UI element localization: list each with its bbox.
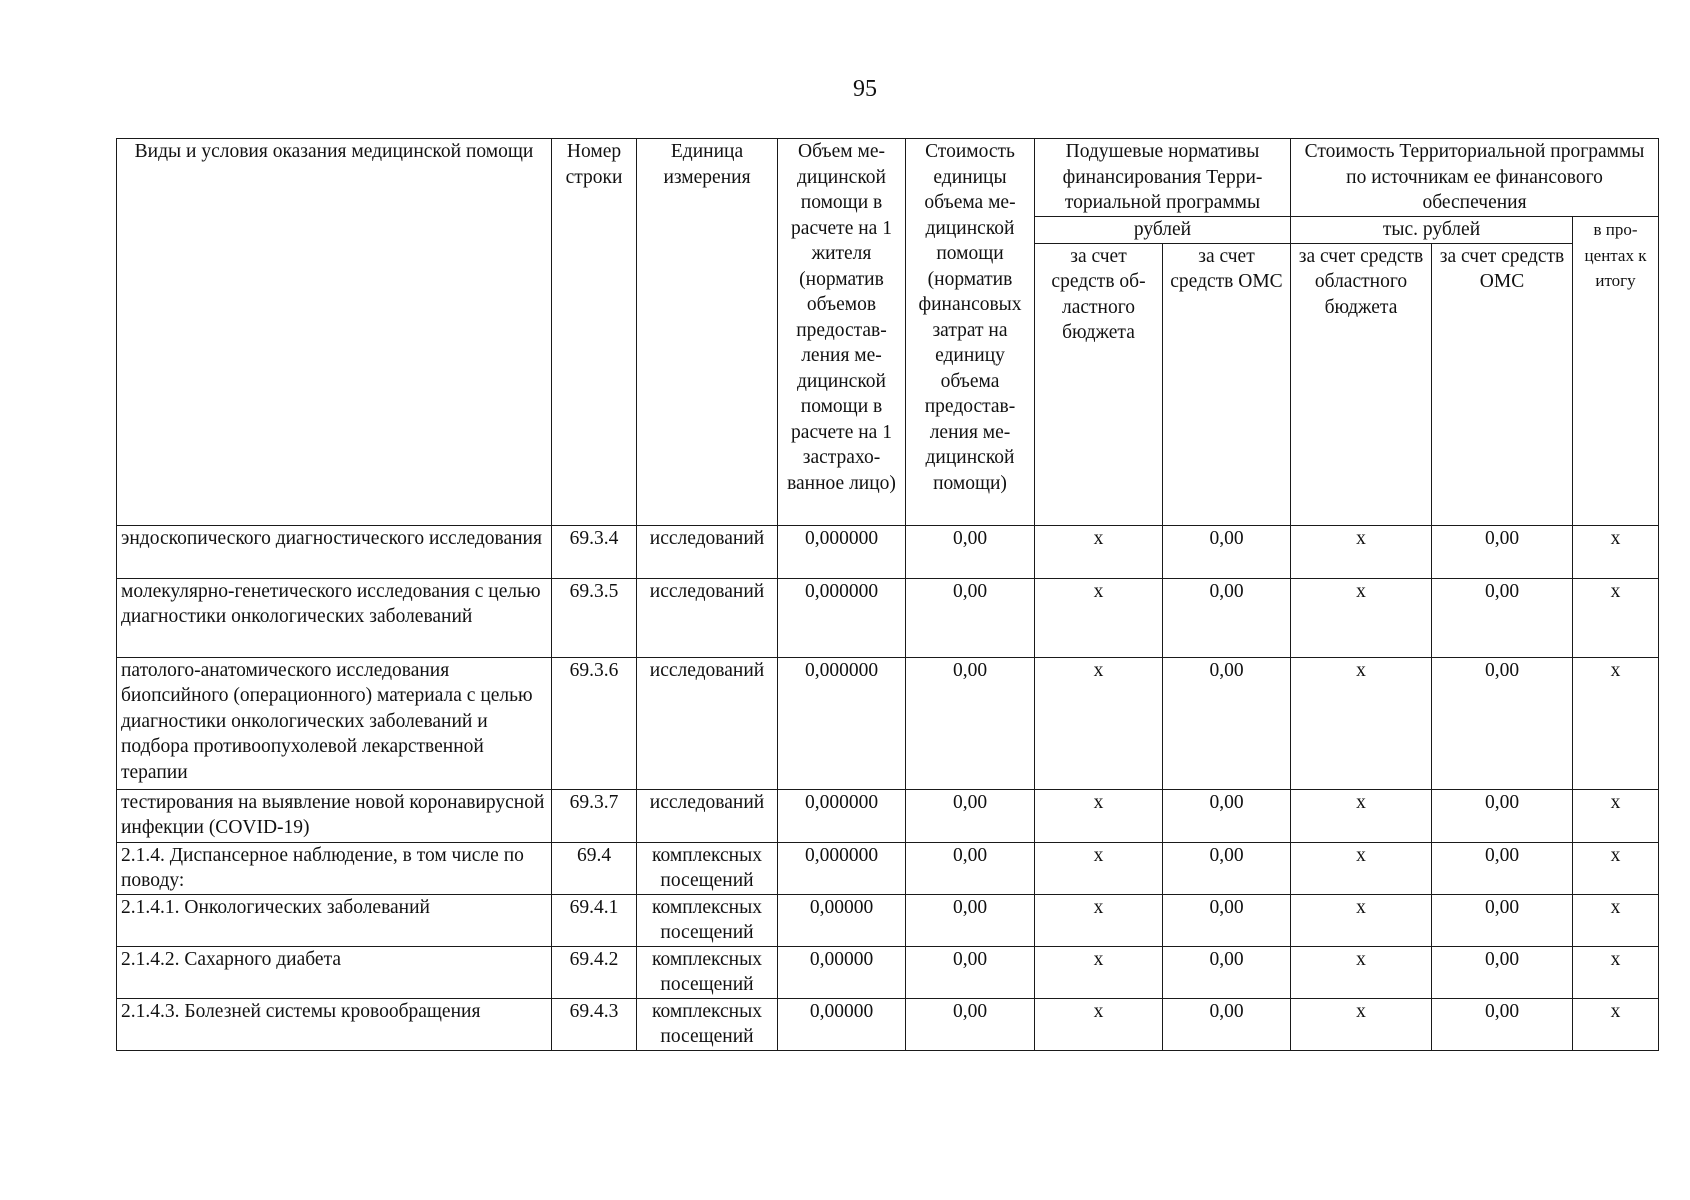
row-pc-budget: х (1035, 998, 1163, 1050)
financing-table (116, 138, 1659, 1051)
row-pr-budget: х (1291, 946, 1432, 998)
header-cost: Стоимость единицы объема медицинской помощи (норматив финансовых затрат на единицу объема предоставления медицинской помощи) (906, 139, 1035, 526)
row-name: молекулярно-генетического исследования с целью диагностики онкологических заболеваний (117, 578, 552, 657)
row-cost: 0,00 (906, 998, 1035, 1050)
row-pc-budget: х (1035, 789, 1163, 842)
row-cost: 0,00 (906, 657, 1035, 789)
row-number: 69.3.7 (552, 789, 637, 842)
row-pr-oms: 0,00 (1432, 842, 1573, 894)
row-pr-oms: 0,00 (1432, 946, 1573, 998)
table-row (117, 998, 1659, 1050)
row-pct: х (1573, 998, 1659, 1050)
row-cost: 0,00 (906, 578, 1035, 657)
row-pct: х (1573, 946, 1659, 998)
row-cost: 0,00 (906, 842, 1035, 894)
header-row-no: Номер строки (552, 139, 637, 526)
row-name: 2.1.4. Диспансерное наблюдение, в том числе по поводу: (117, 842, 552, 894)
row-volume: 0,000000 (778, 525, 906, 578)
header-rub: рублей (1035, 217, 1291, 244)
row-cost: 0,00 (906, 894, 1035, 946)
row-pct: х (1573, 789, 1659, 842)
row-pr-budget: х (1291, 789, 1432, 842)
row-pr-budget: х (1291, 525, 1432, 578)
row-number: 69.3.4 (552, 525, 637, 578)
row-pc-oms: 0,00 (1163, 789, 1291, 842)
row-pc-oms: 0,00 (1163, 842, 1291, 894)
row-pc-budget: х (1035, 525, 1163, 578)
row-pct: х (1573, 894, 1659, 946)
row-unit: исследований (637, 525, 778, 578)
row-pct: х (1573, 657, 1659, 789)
header-percent (1573, 217, 1659, 526)
header-thous-rub: тыс. рублей (1291, 217, 1573, 244)
row-volume: 0,000000 (778, 578, 906, 657)
row-pr-oms: 0,00 (1432, 789, 1573, 842)
header-program-cost: Стоимость Территориальной программы по источникам ее финансового обеспечения (1291, 139, 1659, 217)
table-row (117, 578, 1659, 657)
row-unit: комплексных посещений (637, 998, 778, 1050)
row-unit: исследований (637, 789, 778, 842)
row-unit: исследований (637, 578, 778, 657)
row-volume: 0,000000 (778, 789, 906, 842)
header-per-capita: Подушевые нормативы финансирования Территориальной программы (1035, 139, 1291, 217)
table-row (117, 842, 1659, 894)
row-pct: х (1573, 578, 1659, 657)
row-volume: 0,00000 (778, 946, 906, 998)
row-number: 69.3.5 (552, 578, 637, 657)
table-row (117, 789, 1659, 842)
row-unit: исследований (637, 657, 778, 789)
row-name: тестирования на выявление новой коронавирусной инфекции (COVID-19) (117, 789, 552, 842)
header-regional-budget-1: за счет средств областного бюджета (1035, 243, 1163, 525)
row-name: 2.1.4.1. Онкологических заболеваний (117, 894, 552, 946)
row-unit: комплексных посещений (637, 842, 778, 894)
row-name: 2.1.4.2. Сахарного диабета (117, 946, 552, 998)
row-pr-oms: 0,00 (1432, 525, 1573, 578)
row-volume: 0,00000 (778, 894, 906, 946)
row-pr-budget: х (1291, 998, 1432, 1050)
table-row (117, 946, 1659, 998)
header-regional-budget-2: за счет средств областного бюджета (1291, 243, 1432, 525)
header-kind: Виды и условия оказания медицинской помощи (117, 139, 552, 526)
row-pc-oms: 0,00 (1163, 946, 1291, 998)
row-pc-budget: х (1035, 946, 1163, 998)
row-name: эндоскопического диагностического исследования (117, 525, 552, 578)
row-cost: 0,00 (906, 789, 1035, 842)
table-row (117, 894, 1659, 946)
header-oms-1: за счет средств ОМС (1163, 243, 1291, 525)
row-pr-budget: х (1291, 657, 1432, 789)
page-number: 95 (853, 76, 877, 102)
row-pc-budget: х (1035, 578, 1163, 657)
row-pc-oms: 0,00 (1163, 998, 1291, 1050)
row-number: 69.3.6 (552, 657, 637, 789)
row-pct: х (1573, 842, 1659, 894)
row-pc-oms: 0,00 (1163, 657, 1291, 789)
row-pr-oms: 0,00 (1432, 657, 1573, 789)
header-percent-text: в процентах к итогу (1584, 220, 1647, 290)
header-oms-2: за счет средств ОМС (1432, 243, 1573, 525)
row-number: 69.4.2 (552, 946, 637, 998)
row-pc-oms: 0,00 (1163, 525, 1291, 578)
row-name: 2.1.4.3. Болезней системы кровообращения (117, 998, 552, 1050)
row-pct: х (1573, 525, 1659, 578)
row-pr-oms: 0,00 (1432, 578, 1573, 657)
row-unit: комплексных посещений (637, 946, 778, 998)
row-cost: 0,00 (906, 525, 1035, 578)
row-number: 69.4.3 (552, 998, 637, 1050)
row-pc-budget: х (1035, 842, 1163, 894)
row-volume: 0,000000 (778, 657, 906, 789)
row-pc-budget: х (1035, 894, 1163, 946)
row-cost: 0,00 (906, 946, 1035, 998)
row-pc-oms: 0,00 (1163, 894, 1291, 946)
table-row (117, 657, 1659, 789)
row-pc-oms: 0,00 (1163, 578, 1291, 657)
row-volume: 0,000000 (778, 842, 906, 894)
row-name: патолого-анатомического исследования биопсийного (операционного) материала с целью диагностики онкологических заболеваний и подбора противоопухолевой лекарственной терапии (117, 657, 552, 789)
row-number: 69.4.1 (552, 894, 637, 946)
row-pr-budget: х (1291, 842, 1432, 894)
header-row-1 (117, 139, 1659, 217)
table-row (117, 525, 1659, 578)
row-number: 69.4 (552, 842, 637, 894)
header-unit: Единица измерения (637, 139, 778, 526)
row-pr-budget: х (1291, 578, 1432, 657)
row-pr-budget: х (1291, 894, 1432, 946)
row-pc-budget: х (1035, 657, 1163, 789)
row-unit: комплексных посещений (637, 894, 778, 946)
row-volume: 0,00000 (778, 998, 906, 1050)
row-pr-oms: 0,00 (1432, 998, 1573, 1050)
row-pr-oms: 0,00 (1432, 894, 1573, 946)
header-volume: Объем медицинской помощи в расчете на 1 жителя (норматив объемов предоставления медицинской помощи в расчете на 1 застрахованное лицо) (778, 139, 906, 526)
